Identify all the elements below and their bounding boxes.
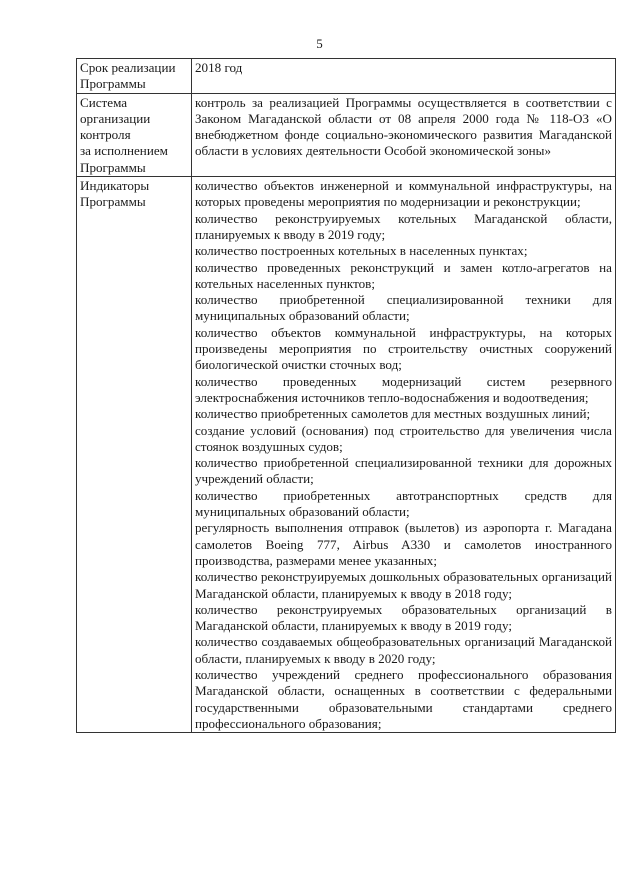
row-label-line: за исполнением [80, 143, 168, 159]
row-label-cell [77, 93, 192, 176]
row-label-line: Программы [80, 76, 146, 92]
row-label-line: контроля [80, 127, 131, 143]
indicator-item: количество приобретенной специализированной техники для муниципальных образований области; [195, 292, 612, 324]
indicator-item: количество проведенных модернизаций систем резервного электроснабжения источников тепло-водоснабжения и водоотведения; [195, 373, 612, 405]
row-label-cell [77, 177, 192, 733]
indicator-item: количество объектов коммунальной инфраструктуры, на которых произведены мероприятия по строительству очистных сооружений биологической очистки сточных вод; [195, 324, 612, 373]
indicator-item: количество приобретенной специализированной техники для дорожных учреждений области; [195, 455, 612, 487]
indicator-item: регулярность выполнения отправок (вылетов) из аэропорта г. Магадана самолетов Boeing 777, Airbus A330 и самолетов иностранного производства, размерами менее указанных; [195, 520, 612, 568]
indicator-item: количество проведенных реконструкций и замен котло-агрегатов на котельных населенных пунктов; [195, 259, 612, 291]
indicator-item: количество учреждений среднего профессионального образования Магаданской области, оснащенных в соответствии с федеральными государственными образовательными стандартами среднего профессионального образования; [195, 666, 612, 731]
row-label-line: Срок реализации [80, 60, 176, 75]
table-row [77, 59, 616, 94]
indicator-item: количество построенных котельных в населенных пунктах; [195, 243, 528, 259]
row-label-line: Система [80, 94, 128, 110]
indicator-item: количество создаваемых общеобразовательных организаций Магаданской области, планируемых к вводу в 2020 году; [195, 634, 612, 666]
page-number: 5 [316, 36, 323, 51]
row-label-line: Индикаторы [80, 178, 150, 194]
row-value-cell [192, 59, 616, 94]
indicator-item: количество объектов инженерной и коммунальной инфраструктуры, на которых проведены мероприятия по модернизации и реконструкции; [195, 178, 612, 210]
indicator-item: количество реконструируемых котельных Магаданской области, планируемых к вводу в 2019 году; [195, 210, 612, 242]
row-label-line: организации [80, 110, 151, 126]
row-value-text: контроль за реализацией Программы осуществляется в соответствии с Законом Магаданской области от 08 апреля 2000 года № 118-ОЗ «О внебюджетном фонде социально-экономического развития Магаданской области в условиях деятельности Особой экономической зоны» [195, 94, 612, 159]
indicator-item: количество приобретенных самолетов для местных воздушных линий; [195, 406, 591, 422]
row-label-line: Программы [80, 159, 146, 175]
program-passport-table [76, 58, 616, 733]
indicator-item: количество реконструируемых дошкольных образовательных организаций Магаданской области, планируемых к вводу в 2018 году; [195, 569, 612, 601]
table-row [77, 177, 616, 733]
table-row [77, 93, 616, 176]
indicator-item: количество реконструируемых образовательных организаций в Магаданской области, планируемых к вводу в 2019 году; [195, 601, 612, 634]
indicator-item: создание условий (основания) под строительство для увеличения числа стоянок воздушных судов; [195, 422, 612, 454]
row-value-cell [192, 93, 616, 176]
row-label-line: Программы [80, 194, 146, 210]
row-label-cell [77, 59, 192, 94]
indicator-item: количество приобретенных автотранспортных средств для муниципальных образований области; [195, 487, 612, 520]
row-value-text: 2018 год [195, 60, 243, 75]
indicator-list [192, 177, 616, 733]
